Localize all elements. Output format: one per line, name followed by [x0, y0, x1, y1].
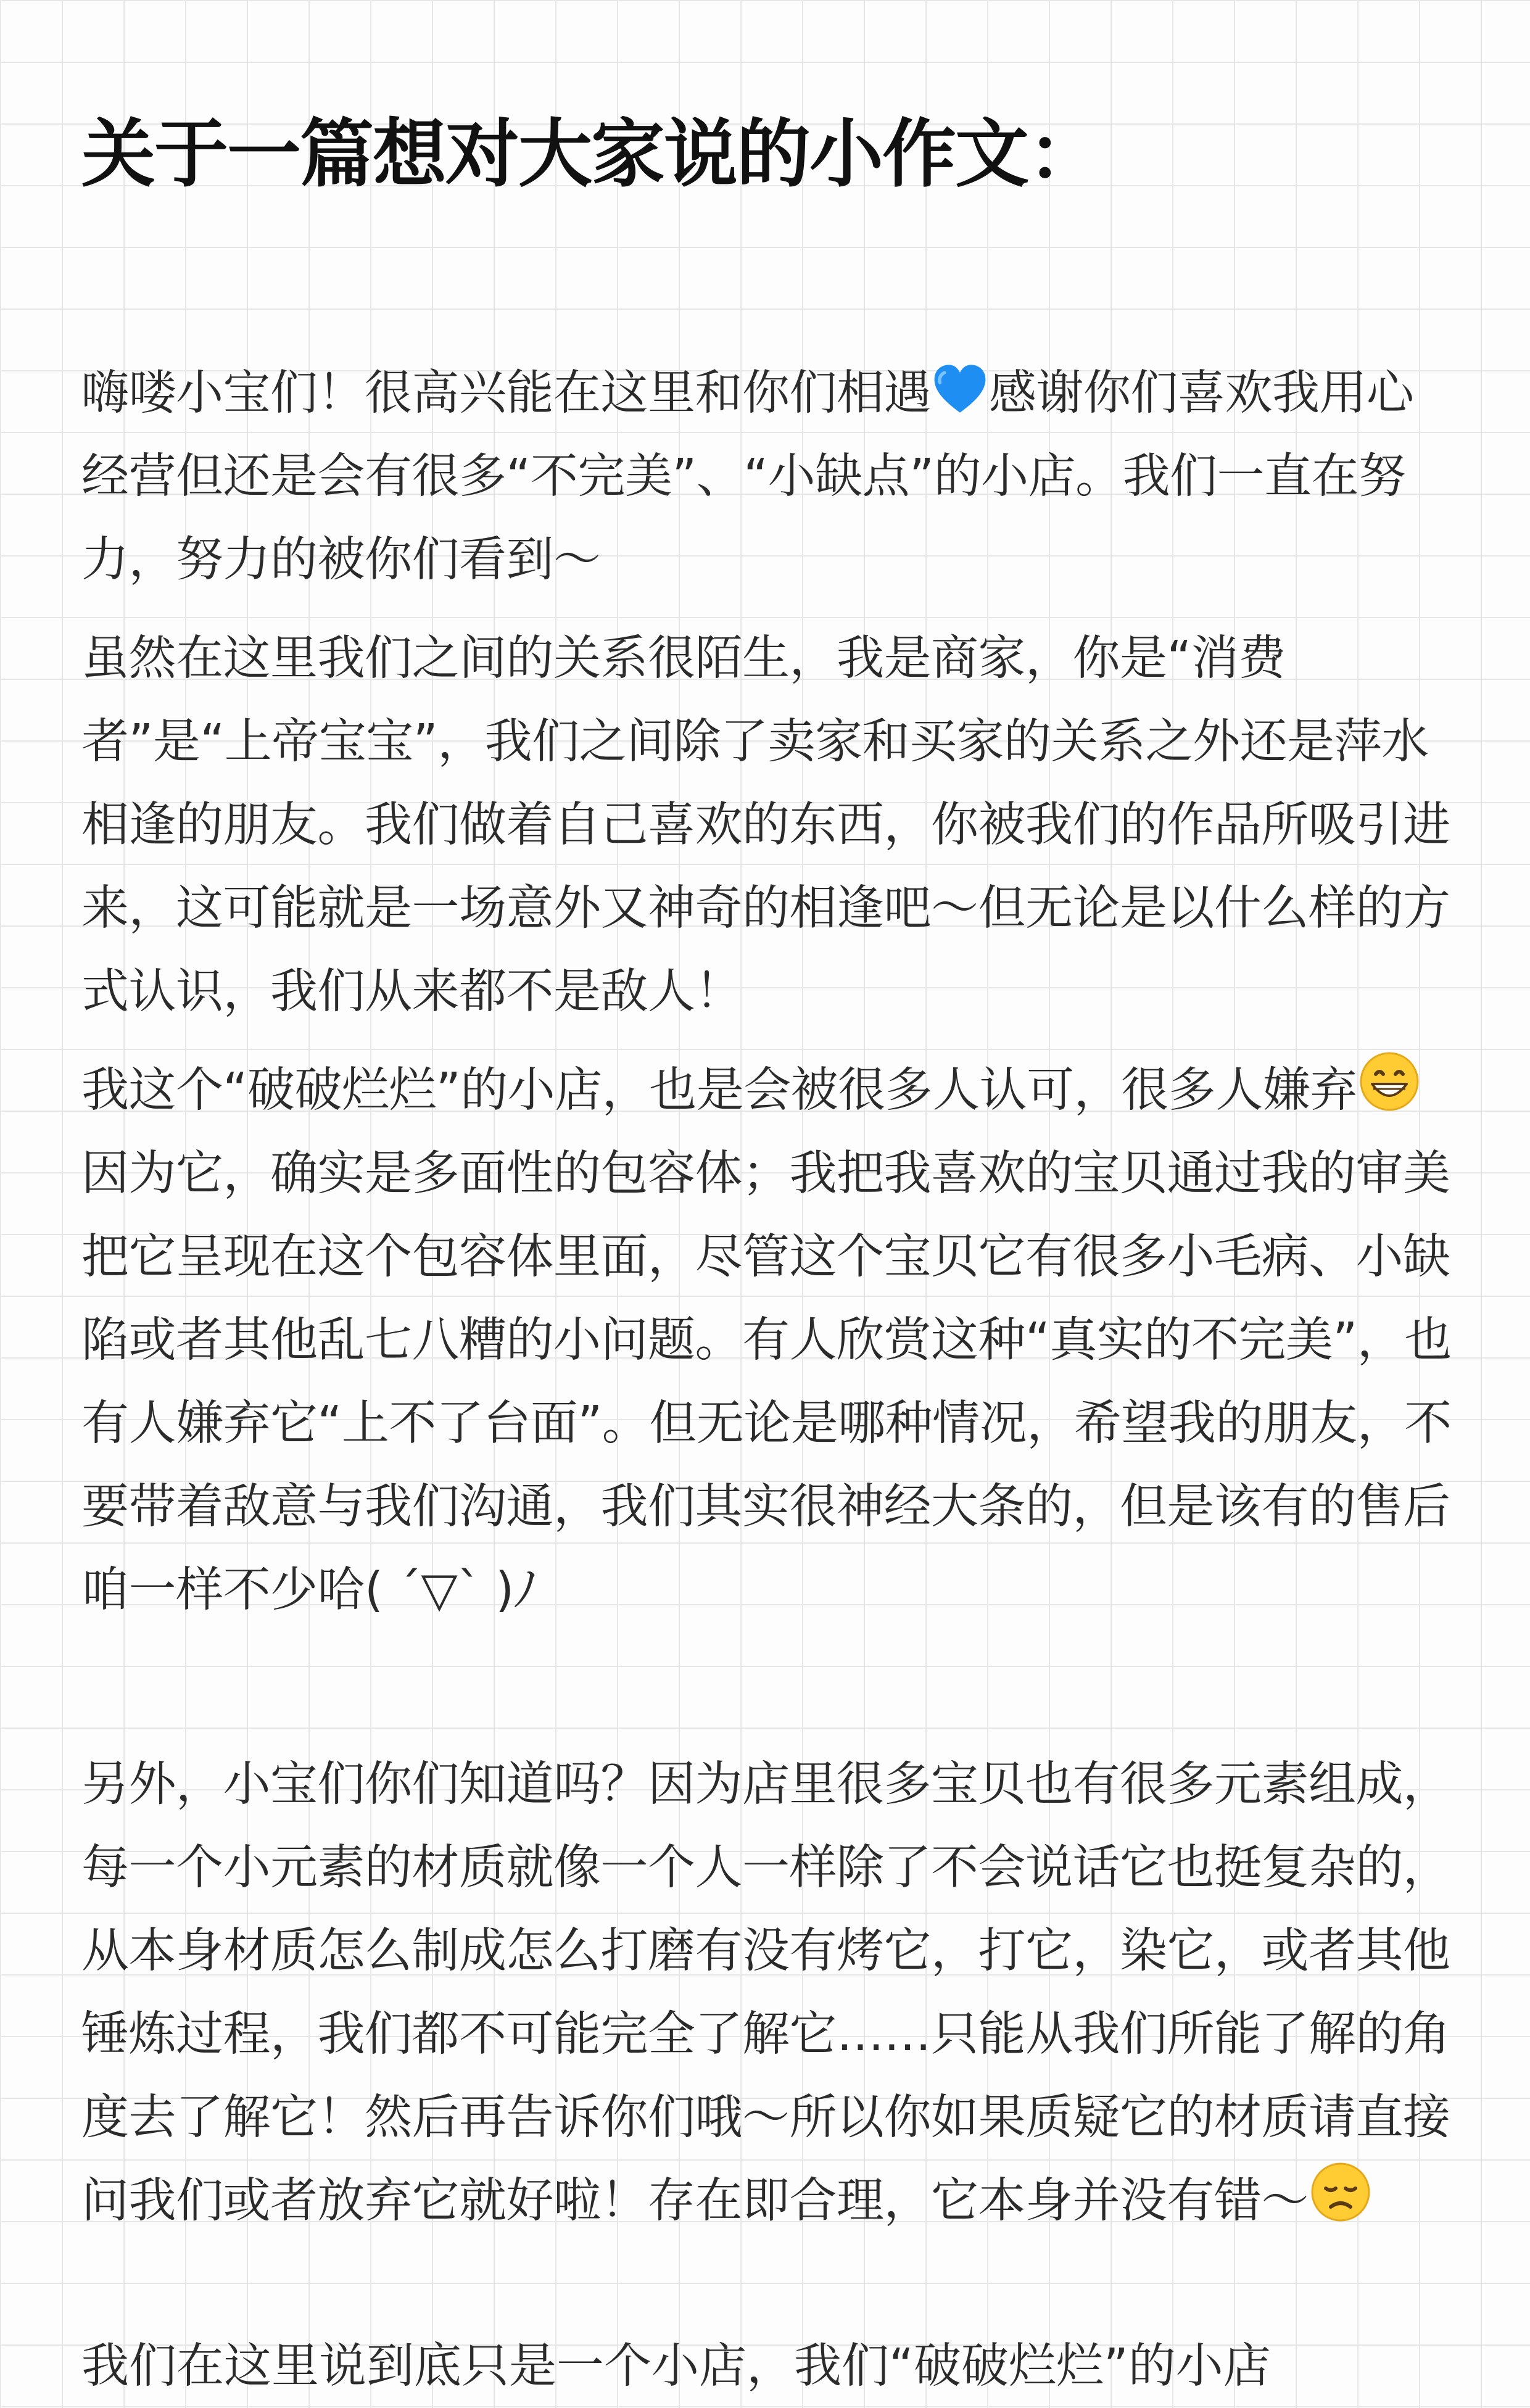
- paragraph-greeting: [81, 352, 1457, 602]
- paragraph-shop-text-a: 我这个“破破烂烂”的小店，也是会被很多人认可，很多人嫌弃: [81, 1063, 1357, 1118]
- paragraph-greeting-text-b: 感谢你们喜欢我用心经营但还是会有很多“不完美”、“小缺点”的小店。我们一直在努力，努力的被你们看到～: [81, 366, 1414, 587]
- grinning-face-icon: [1358, 1051, 1420, 1112]
- paragraph-materials: [81, 1743, 1457, 2243]
- paragraph-shop: [81, 1049, 1457, 1632]
- paragraph-shop-text-b: 因为它，确实是多面性的包容体；我把我喜欢的宝贝通过我的审美把它呈现在这个包容体里面，尽管这个宝贝它有很多小毛病、小缺陷或者其他乱七八糟的小问题。有人欣赏这种“真实的不完美”，也有人嫌弃它“上不了台面”。但无论是哪种情况，希望我的朋友，不要带着敌意与我们沟通，我们其实很神经大条的，但是该有的售后咱一样不少哈( ´▽` )ﾉ: [81, 1146, 1452, 1618]
- article-title: 关于一篇想对大家说的小作文：: [81, 112, 1101, 197]
- paragraph-relationship: 虽然在这里我们之间的关系很陌生，我是商家，你是“消费者”是“上帝宝宝”，我们之间除了卖家和买家的关系之外还是萍水相逢的朋友。我们做着自己喜欢的东西，你被我们的作品所吸引进来，这可能就是一场意外又神奇的相逢吧～但无论是以什么样的方式认识，我们从来都不是敌人！: [81, 631, 1450, 1019]
- article-body: [81, 352, 1457, 2243]
- disappointed-face-icon: [1310, 2161, 1371, 2223]
- blue-heart-icon: [932, 363, 988, 415]
- paragraph-materials-text: 另外，小宝们你们知道吗？因为店里很多宝贝也有很多元素组成，每一个小元素的材质就像一个人一样除了不会说话它也挺复杂的，从本身材质怎么制成怎么打磨有没有烤它，打它，染它，或者其他锤炼过程，我们都不可能完全了解它……只能从我们所能了解的角度去了解它！然后再告诉你们哦～所以你如果质疑它的材质请直接问我们或者放弃它就好啦！存在即合理，它本身并没有错～: [81, 1757, 1450, 2228]
- cut-off-text-line: 我们在这里说到底只是一个小店，我们“破破烂烂”的小店: [81, 2339, 1271, 2394]
- paragraph-greeting-text-a: 嗨喽小宝们！很高兴能在这里和你们相遇: [81, 366, 931, 421]
